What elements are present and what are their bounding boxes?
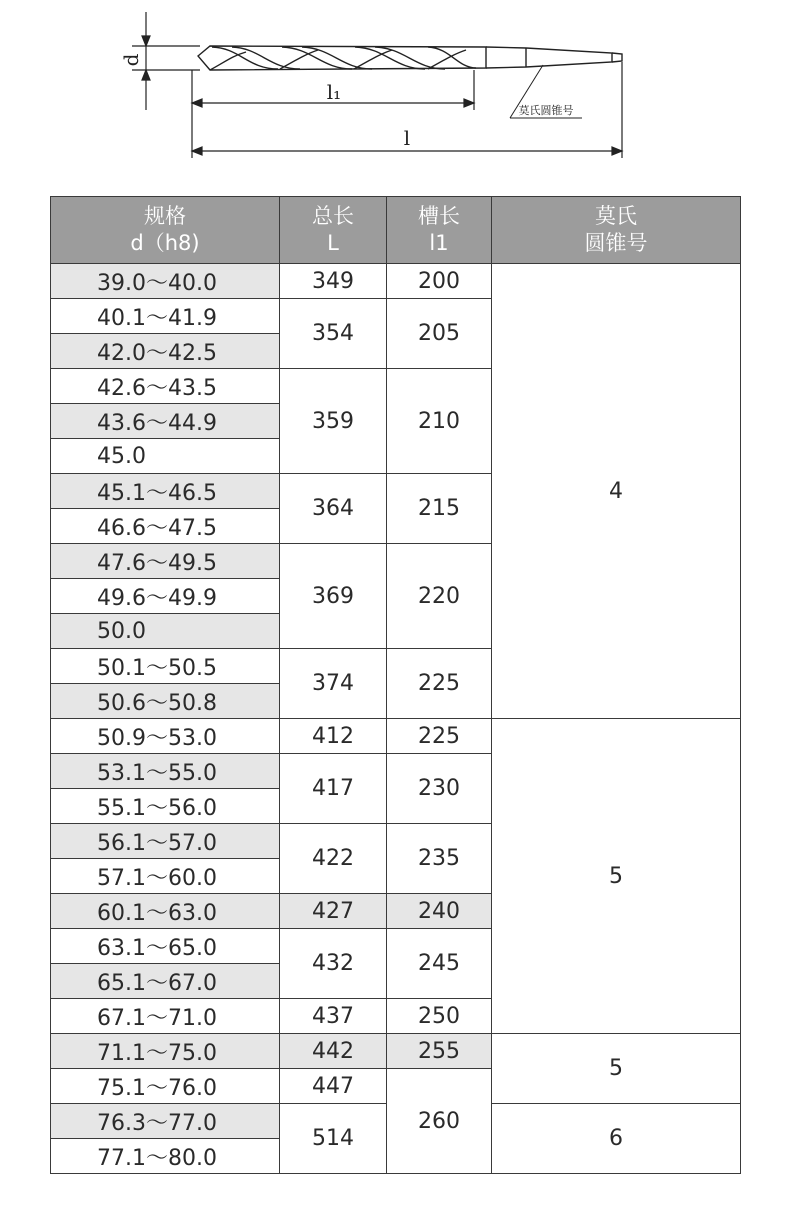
spec-cell: 60.1～63.0 [51, 894, 280, 929]
table-header [51, 197, 741, 264]
spec-cell: 50.6～50.8 [51, 684, 280, 719]
total-length-cell: 354 [280, 299, 387, 369]
flute-length-cell: 230 [387, 754, 492, 824]
spec-cell: 43.6～44.9 [51, 404, 280, 439]
spec-cell: 53.1～55.0 [51, 754, 280, 789]
flute-length-cell: 240 [387, 894, 492, 929]
l-label: l [403, 126, 411, 150]
flute-length-cell: 235 [387, 824, 492, 894]
spec-cell: 50.1～50.5 [51, 649, 280, 684]
total-length-cell: 364 [280, 474, 387, 544]
spec-cell: 55.1～56.0 [51, 789, 280, 824]
flute-length-cell: 255 [387, 1034, 492, 1069]
drill-diagram [0, 0, 790, 180]
flute-length-cell: 200 [387, 264, 492, 299]
header-line: 规格 [144, 204, 186, 228]
morse-taper-cell: 4 [492, 264, 741, 719]
spec-cell: 50.9～53.0 [51, 719, 280, 754]
spec-cell: 71.1～75.0 [51, 1034, 280, 1069]
total-length-cell: 412 [280, 719, 387, 754]
total-length-cell: 442 [280, 1034, 387, 1069]
spec-cell: 40.1～41.9 [51, 299, 280, 334]
spec-cell: 63.1～65.0 [51, 929, 280, 964]
spec-cell: 77.1～80.0 [51, 1139, 280, 1174]
header-flute-length [387, 197, 492, 264]
total-length-cell: 447 [280, 1069, 387, 1104]
flute-length-cell: 260 [387, 1069, 492, 1174]
flute-length-cell: 210 [387, 369, 492, 474]
table-row [51, 1034, 741, 1069]
spec-cell: 76.3～77.0 [51, 1104, 280, 1139]
spec-cell: 50.0 [51, 614, 280, 649]
header-line: 槽长 [418, 204, 460, 228]
table-row [51, 719, 741, 754]
flute-length-cell: 245 [387, 929, 492, 999]
spec-cell: 45.0 [51, 439, 280, 474]
header-line: 莫氏 [595, 204, 637, 228]
header-row [51, 197, 741, 264]
spec-cell: 42.6～43.5 [51, 369, 280, 404]
spec-cell: 67.1～71.0 [51, 999, 280, 1034]
flute-length-cell: 205 [387, 299, 492, 369]
flute-length-cell: 250 [387, 999, 492, 1034]
drill-outline [198, 46, 622, 70]
total-length-cell: 369 [280, 544, 387, 649]
spec-cell: 56.1～57.0 [51, 824, 280, 859]
total-length-cell: 374 [280, 649, 387, 719]
total-length-cell: 427 [280, 894, 387, 929]
total-length-cell: 437 [280, 999, 387, 1034]
spec-table [50, 196, 741, 1174]
spec-cell: 75.1～76.0 [51, 1069, 280, 1104]
morse-taper-label: 莫氏圆锥号 [518, 104, 574, 117]
header-line: 圆锥号 [584, 231, 648, 255]
spec-cell: 57.1～60.0 [51, 859, 280, 894]
l1-label: l₁ [326, 80, 342, 104]
total-length-cell: 417 [280, 754, 387, 824]
morse-taper-cell: 6 [492, 1104, 741, 1174]
flute-length-cell: 225 [387, 649, 492, 719]
total-length-cell: 359 [280, 369, 387, 474]
header-line: d（h8) [130, 231, 200, 255]
header-spec [51, 197, 280, 264]
header-total-length [280, 197, 387, 264]
spec-cell: 39.0～40.0 [51, 264, 280, 299]
total-length-cell: 514 [280, 1104, 387, 1174]
total-length-cell: 349 [280, 264, 387, 299]
table-row [51, 264, 741, 299]
total-length-cell: 422 [280, 824, 387, 894]
header-morse-taper [492, 197, 741, 264]
header-line: 总长 [312, 204, 354, 228]
table-body [51, 264, 741, 1174]
header-line: l1 [429, 231, 449, 255]
spec-cell: 47.6～49.5 [51, 544, 280, 579]
flute-length-cell: 220 [387, 544, 492, 649]
flute-length-cell: 215 [387, 474, 492, 544]
spec-cell: 49.6～49.9 [51, 579, 280, 614]
spec-cell: 42.0～42.5 [51, 334, 280, 369]
total-length-cell: 432 [280, 929, 387, 999]
morse-taper-cell: 5 [492, 719, 741, 1034]
d-label: d [119, 53, 143, 67]
spec-cell: 46.6～47.5 [51, 509, 280, 544]
spec-cell: 45.1～46.5 [51, 474, 280, 509]
flute-length-cell: 225 [387, 719, 492, 754]
header-line: L [327, 231, 339, 255]
morse-taper-cell: 5 [492, 1034, 741, 1104]
spec-cell: 65.1～67.0 [51, 964, 280, 999]
